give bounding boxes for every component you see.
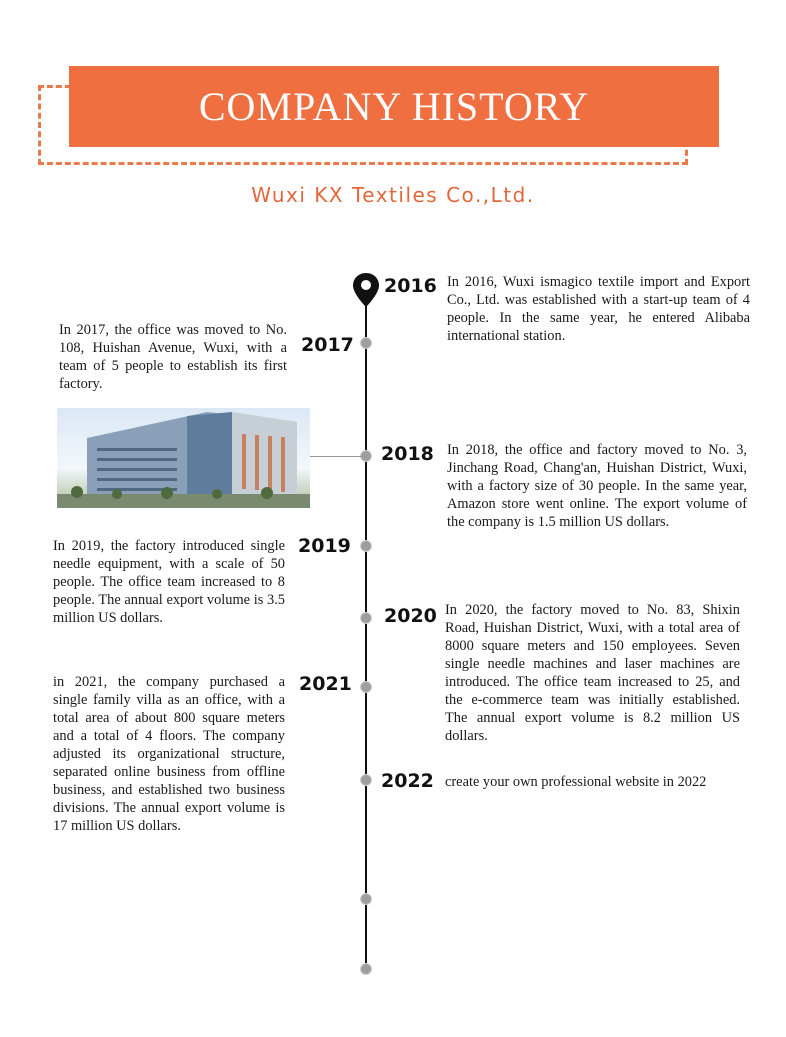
timeline-dot-end xyxy=(360,963,372,975)
timeline-dot-2020 xyxy=(360,612,372,624)
timeline-dot-2019 xyxy=(360,540,372,552)
office-building-photo xyxy=(57,408,310,508)
event-text-2019: In 2019, the factory introduced single needle equipment, with a scale of 50 people. The office team increased to 8 people. The annual export volume is 3.5 million US dollars. xyxy=(53,538,285,626)
timeline-dot-2022 xyxy=(360,774,372,786)
year-label-2022: 2022 xyxy=(381,770,434,792)
timeline-dot-2021 xyxy=(360,681,372,693)
event-text-2016: In 2016, Wuxi ismagico textile import and Export Co., Ltd. was established with a start-up team of 4 people. In the same year, he entered Alibaba international station. xyxy=(447,274,750,344)
photo-connector-line xyxy=(310,456,367,457)
year-label-2016: 2016 xyxy=(384,275,437,297)
map-pin-icon xyxy=(352,272,380,308)
page-title: COMPANY HISTORY xyxy=(198,84,590,129)
year-label-2018: 2018 xyxy=(381,443,434,465)
building-image xyxy=(57,408,310,508)
timeline-dot-extra xyxy=(360,893,372,905)
year-label-2019: 2019 xyxy=(298,535,351,557)
company-name: Wuxi KX Textiles Co.,Ltd. xyxy=(251,183,535,207)
timeline-dot-2017 xyxy=(360,337,372,349)
year-label-2020: 2020 xyxy=(384,605,437,627)
event-text-2022: create your own professional website in 2022 xyxy=(445,774,707,790)
timeline-axis xyxy=(365,300,367,972)
year-label-2021: 2021 xyxy=(299,673,352,695)
event-text-2020: In 2020, the factory moved to No. 83, Shixin Road, Huishan District, Wuxi, with a total area of 8000 square meters and 150 employees. Seven single needle machines and laser machines are introduced. The office team increased to 25, and the e-commerce team was initially established. The annual export volume is 8.2 million US dollars. xyxy=(445,602,740,744)
event-text-2017: In 2017, the office was moved to No. 108, Huishan Avenue, Wuxi, with a team of 5 people to establish its first factory. xyxy=(59,322,287,392)
event-text-2018: In 2018, the office and factory moved to No. 3, Jinchang Road, Chang'an, Huishan District, Wuxi, with a factory size of 30 people. In the same year, Amazon store went online. The export volume of the company is 1.5 million US dollars. xyxy=(447,442,747,530)
title-banner xyxy=(69,66,719,147)
event-text-2021: in 2021, the company purchased a single family villa as an office, with a total area of about 800 square meters and a total of 4 floors. The company adjusted its organizational structure, separated online business from offline business, and established two business divisions. The annual export volume is 17 million US dollars. xyxy=(53,674,285,834)
year-label-2017: 2017 xyxy=(301,334,354,356)
